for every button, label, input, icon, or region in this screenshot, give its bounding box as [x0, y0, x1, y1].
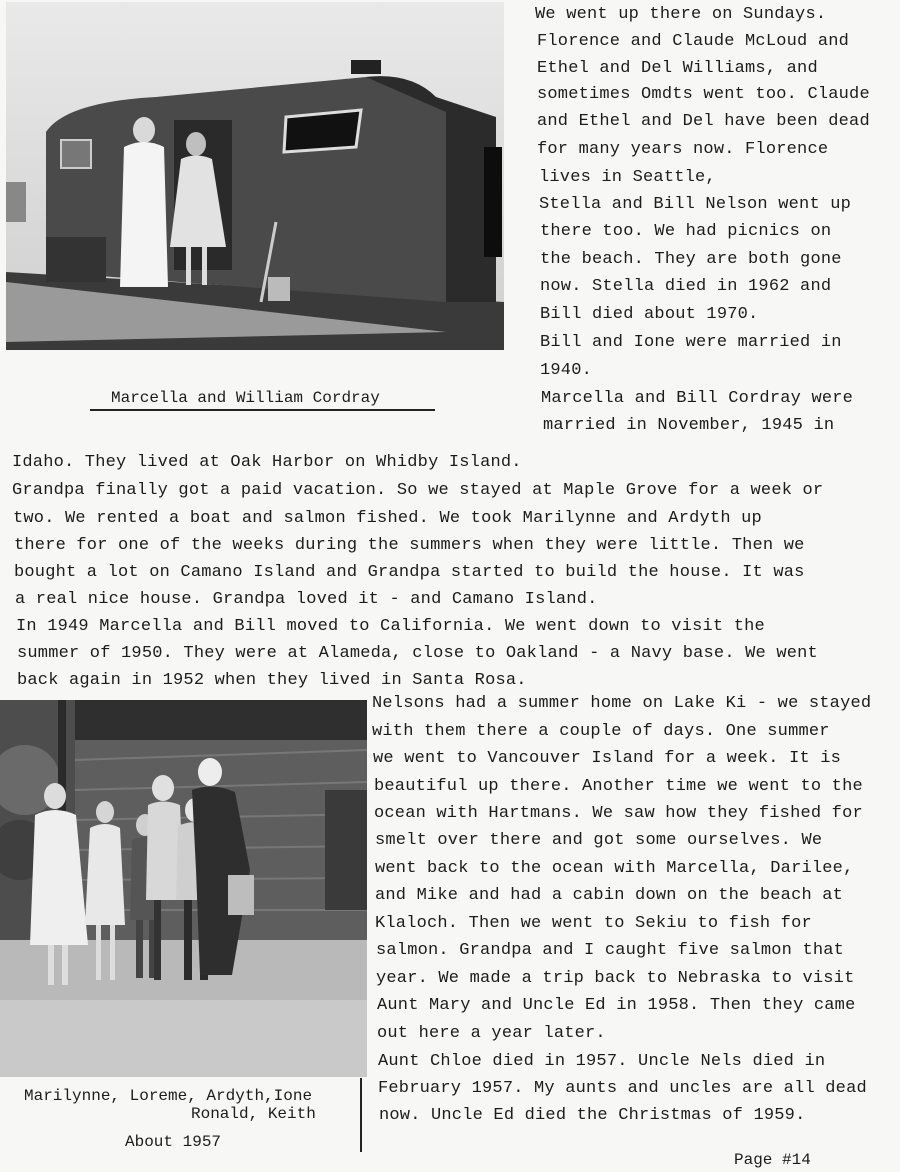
text-line: sometimes Omdts went too. Claude — [537, 85, 870, 104]
photo1-caption: Marcella and William Cordray — [111, 389, 380, 407]
text-line: Aunt Mary and Uncle Ed in 1958. Then they came — [377, 996, 856, 1015]
text-line: ocean with Hartmans. We saw how they fished for — [374, 804, 863, 823]
text-line: the beach. They are both gone — [540, 250, 842, 269]
text-line: beautiful up there. Another time we went to the — [374, 777, 863, 796]
text-line: out here a year later. — [377, 1024, 606, 1043]
text-line: Bill died about 1970. — [540, 305, 759, 324]
text-line: year. We made a trip back to Nebraska to visit — [376, 969, 855, 988]
photo-trailer-image — [6, 2, 504, 350]
text-line: bought a lot on Camano Island and Grandpa started to build the house. It was — [14, 563, 805, 582]
page-number: Page #14 — [734, 1151, 811, 1169]
text-line: with them there a couple of days. One summer — [372, 722, 830, 741]
text-line: we went to Vancouver Island for a week. It is — [373, 749, 842, 768]
photo-family-group — [0, 700, 367, 1077]
text-line: Grandpa finally got a paid vacation. So we stayed at Maple Grove for a week or — [12, 481, 824, 500]
text-line: Klaloch. Then we went to Sekiu to fish for — [375, 914, 812, 933]
text-line: married in November, 1945 in — [543, 416, 835, 435]
text-line: now. Stella died in 1962 and — [540, 277, 832, 296]
text-line: February 1957. My aunts and uncles are all dead — [378, 1079, 867, 1098]
text-line: back again in 1952 when they lived in Santa Rosa. — [17, 671, 527, 690]
photo-marcella-william — [6, 2, 504, 350]
text-line: Ethel and Del Williams, and — [537, 59, 818, 78]
text-line: Aunt Chloe died in 1957. Uncle Nels died in — [378, 1052, 826, 1071]
text-line: Stella and Bill Nelson went up — [539, 195, 852, 214]
text-line: summer of 1950. They were at Alameda, close to Oakland - a Navy base. We went — [17, 644, 818, 663]
text-line: lives in Seattle, — [539, 168, 716, 187]
text-line: a real nice house. Grandpa loved it - and Camano Island. — [15, 590, 598, 609]
text-line: We went up there on Sundays. — [535, 5, 827, 24]
text-line: Nelsons had a summer home on Lake Ki - we stayed — [372, 694, 872, 713]
text-line: 1940. — [540, 361, 593, 380]
text-line: salmon. Grandpa and I caught five salmon that — [376, 941, 845, 960]
text-line: Idaho. They lived at Oak Harbor on Whidby Island. — [12, 453, 522, 472]
text-line: there too. We had picnics on — [540, 222, 832, 241]
photo2-caption-line1: Marilynne, Loreme, Ardyth,Ione — [24, 1087, 313, 1105]
text-line: for many years now. Florence — [537, 140, 829, 159]
text-line: Florence and Claude McLoud and — [537, 32, 850, 51]
text-line: smelt over there and got some ourselves. We — [375, 831, 823, 850]
photo2-caption-line3: About 1957 — [125, 1133, 222, 1151]
text-line: went back to the ocean with Marcella, Darilee, — [375, 859, 854, 878]
caption-divider — [360, 1078, 362, 1152]
photo-family-image — [0, 700, 367, 1077]
text-line: and Ethel and Del have been dead — [537, 112, 870, 131]
text-line: two. We rented a boat and salmon fished. We took Marilynne and Ardyth up — [13, 509, 762, 528]
text-line: Bill and Ione were married in — [540, 333, 842, 352]
text-line: and Mike and had a cabin down on the beach at — [375, 886, 844, 905]
text-line: there for one of the weeks during the summers when they were little. Then we — [14, 536, 805, 555]
photo2-caption-line2: Ronald, Keith — [191, 1105, 316, 1123]
text-line: Marcella and Bill Cordray were — [541, 389, 854, 408]
text-line: now. Uncle Ed died the Christmas of 1959. — [379, 1106, 806, 1125]
photo1-caption-underline — [90, 409, 435, 411]
text-line: In 1949 Marcella and Bill moved to California. We went down to visit the — [16, 617, 765, 636]
